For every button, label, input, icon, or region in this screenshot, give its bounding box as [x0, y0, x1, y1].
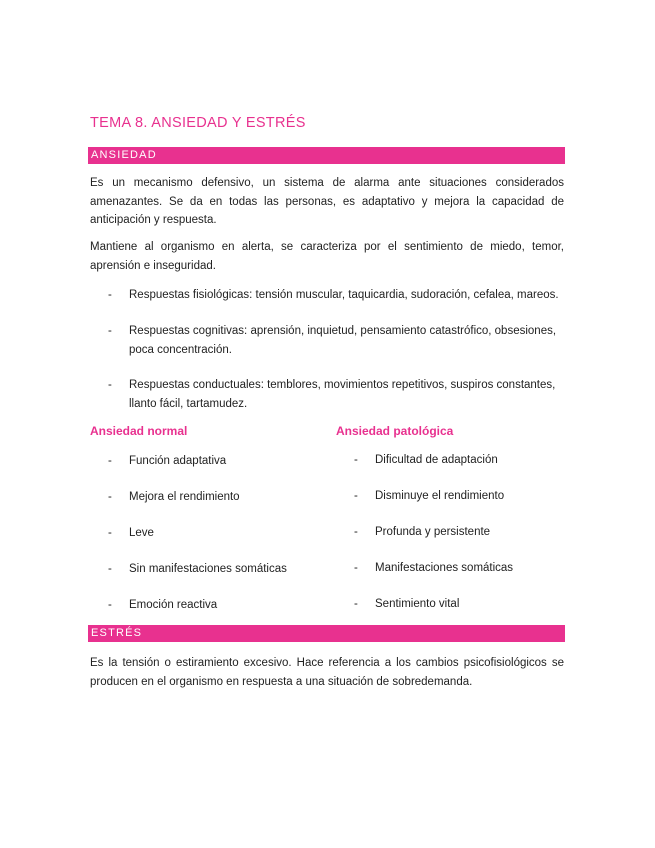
- list-item-text: Disminuye el rendimiento: [375, 490, 505, 502]
- dash-bullet: -: [108, 527, 112, 539]
- dash-bullet: -: [108, 563, 112, 575]
- list-item-text: Dificultad de adaptación: [375, 454, 498, 466]
- list-item: [108, 524, 328, 543]
- list-item: [354, 523, 574, 542]
- ansiedad-paragraph-1: Es un mecanismo defensivo, un sistema de alarma ante situaciones considerados amenazantes. Se da en todas las personas, es adaptativo y mejora la capacidad de anticipación y respuesta.: [90, 177, 564, 226]
- list-item: [108, 376, 566, 413]
- dash-bullet: -: [108, 379, 112, 391]
- dash-bullet: -: [354, 454, 358, 466]
- section-heading-estres: ESTRÉS: [88, 625, 565, 642]
- dash-bullet: -: [354, 598, 358, 610]
- dash-bullet: -: [354, 526, 358, 538]
- list-item-text: Profunda y persistente: [375, 526, 491, 538]
- list-item-text: Sin manifestaciones somáticas: [129, 563, 287, 575]
- list-item: [108, 596, 328, 615]
- list-item: [354, 595, 574, 614]
- list-item-text: Sentimiento vital: [375, 598, 460, 610]
- ansiedad-paragraph-2: Mantiene al organismo en alerta, se caracteriza por el sentimiento de miedo, temor, aprensión e inseguridad.: [90, 241, 564, 272]
- list-item: [108, 452, 328, 471]
- list-item: [108, 322, 566, 359]
- list-item: [108, 560, 328, 579]
- dash-bullet: -: [108, 599, 112, 611]
- dash-bullet: -: [108, 491, 112, 503]
- dash-bullet: -: [108, 289, 112, 301]
- list-item-text: Leve: [129, 527, 154, 539]
- list-item: [354, 559, 574, 578]
- dash-bullet: -: [108, 455, 112, 467]
- list-item-text: Respuestas fisiológicas: tensión muscular, taquicardia, sudoración, cefalea, mareos.: [129, 289, 559, 301]
- list-item: [354, 451, 574, 470]
- dash-bullet: -: [108, 325, 112, 337]
- pathological-anxiety-heading: Ansiedad patológica: [336, 424, 454, 438]
- list-item-text: Respuestas cognitivas: aprensión, inquietud, pensamiento catastrófico, obsesiones, poca concentración.: [129, 325, 557, 356]
- list-item: [108, 286, 568, 305]
- list-item-text: Mejora el rendimiento: [129, 491, 240, 503]
- dash-bullet: -: [354, 562, 358, 574]
- list-item: [354, 487, 574, 506]
- list-item-text: Respuestas conductuales: temblores, movimientos repetitivos, suspiros constantes, llanto fácil, tartamudez.: [129, 379, 556, 410]
- list-item-text: Función adaptativa: [129, 455, 227, 467]
- section-heading-ansiedad: ANSIEDAD: [88, 147, 565, 164]
- normal-anxiety-heading: Ansiedad normal: [90, 424, 188, 438]
- list-item-text: Emoción reactiva: [129, 599, 218, 611]
- estres-paragraph: Es la tensión o estiramiento excesivo. Hace referencia a los cambios psicofisiológicos se producen en el organismo en respuesta a una situación de sobredemanda.: [90, 657, 564, 688]
- dash-bullet: -: [354, 490, 358, 502]
- list-item: [108, 488, 328, 507]
- list-item-text: Manifestaciones somáticas: [375, 562, 514, 574]
- page-title: TEMA 8. ANSIEDAD Y ESTRÉS: [90, 115, 306, 131]
